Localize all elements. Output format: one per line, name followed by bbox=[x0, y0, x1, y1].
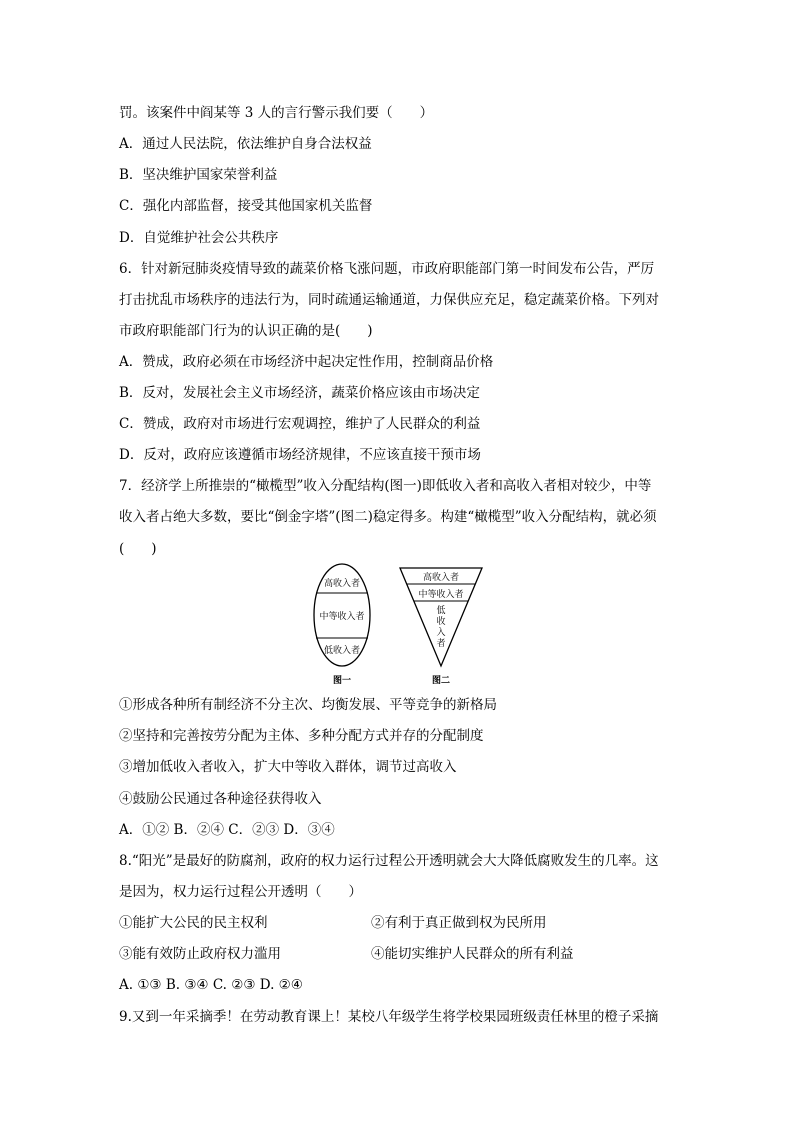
figure1-bottom-label: 低收入者 bbox=[323, 646, 361, 656]
q5-stem-tail: 罚。该案件中阎某等 3 人的言行警示我们要（ ） bbox=[119, 105, 434, 121]
figure1-middle-label: 中等收入者 bbox=[319, 612, 365, 622]
figure1-olive bbox=[314, 564, 370, 686]
q7-statement-1: ①形成各种所有制经济不分主次、均衡发展、平等竞争的新格局 bbox=[119, 697, 497, 713]
figure2-caption: 图二 bbox=[431, 676, 451, 686]
q8-statement-4: ④能切实维护人民群众的所有利益 bbox=[371, 946, 574, 962]
figure2-middle-label: 中等收入者 bbox=[418, 590, 464, 600]
q5-option-d: D．自觉维护社会公共秩序 bbox=[119, 230, 279, 246]
q6-option-c: C．赞成，政府对市场进行宏观调控，维护了人民群众的利益 bbox=[119, 416, 481, 432]
q5-option-a: A．通过人民法院，依法维护自身合法权益 bbox=[119, 136, 372, 152]
figure2-bottom-char: 低 bbox=[436, 606, 446, 616]
q5-option-c: C．强化内部监督，接受其他国家机关监督 bbox=[119, 198, 373, 214]
q6-stem-line-1: 6．针对新冠肺炎疫情导致的蔬菜价格飞涨问题，市政府职能部门第一时间发布公告，严厉 bbox=[119, 261, 655, 277]
q6-option-b: B．反对，发展社会主义市场经济，蔬菜价格应该由市场决定 bbox=[119, 385, 480, 401]
q8-statement-1: ①能扩大公民的民主权利 bbox=[119, 915, 268, 931]
q8-statement-2: ②有利于真正做到权为民所用 bbox=[371, 915, 547, 931]
figure2-inverted-pyramid bbox=[400, 568, 482, 686]
q8-answer-choices: A. ①③ B. ③④ C. ②③ D. ②④ bbox=[119, 977, 303, 993]
figure2-top-label: 高收入者 bbox=[422, 573, 460, 583]
figure2-bottom-char: 入 bbox=[436, 628, 446, 638]
q6-stem-line-3: 市政府职能部门行为的认识正确的是( ) bbox=[119, 323, 373, 339]
figure2-bottom-char: 收 bbox=[436, 617, 446, 627]
q6-option-a: A．赞成，政府必须在市场经济中起决定性作用，控制商品价格 bbox=[119, 354, 494, 370]
q7-statement-2: ②坚持和完善按劳分配为主体、多种分配方式并存的分配制度 bbox=[119, 728, 484, 744]
q8-statements-row-2 bbox=[119, 944, 574, 964]
q8-statement-3: ③能有效防止政府权力滥用 bbox=[119, 946, 281, 962]
q7-stem-line-2: 收入者占绝大多数，要比“倒金字塔”(图二)稳定得多。构建“橄榄型”收入分配结构，就必须 bbox=[119, 509, 657, 525]
q7-stem-line-1: 7．经济学上所推崇的“橄榄型”收入分配结构(图一)即低收入者和高收入者相对较少，中等 bbox=[119, 478, 652, 494]
q6-option-d: D．反对，政府应该遵循市场经济规律，不应该直接干预市场 bbox=[119, 447, 481, 463]
q7-statement-3: ③增加低收入者收入，扩大中等收入群体，调节过高收入 bbox=[119, 759, 457, 775]
q7-stem-line-3: ( ) bbox=[119, 541, 157, 557]
q9-stem-line-1: 9.又到一年采摘季！在劳动教育课上！某校八年级学生将学校果园班级责任林里的橙子采摘 bbox=[119, 1009, 659, 1025]
q7-statement-4: ④鼓励公民通过各种途径获得收入 bbox=[119, 791, 322, 807]
q7-figure bbox=[300, 562, 500, 692]
q8-statements-row-1 bbox=[119, 913, 547, 933]
q8-stem-line-2: 是因为，权力运行过程公开透明（ ） bbox=[119, 884, 362, 900]
figure1-top-label: 高收入者 bbox=[323, 579, 361, 589]
q7-answer-choices: A．①② B．②④ C．②③ D．③④ bbox=[119, 822, 335, 838]
q8-stem-line-1: 8.“阳光”是最好的防腐剂，政府的权力运行过程公开透明就会大大降低腐败发生的几率。这 bbox=[119, 853, 659, 869]
figure1-caption: 图一 bbox=[332, 676, 352, 686]
figure2-bottom-char: 者 bbox=[436, 639, 446, 649]
q5-option-b: B．坚决维护国家荣誉利益 bbox=[119, 167, 278, 183]
q6-stem-line-2: 打击扰乱市场秩序的违法行为，同时疏通运输通道，力保供应充足，稳定蔬菜价格。下列对 bbox=[119, 292, 659, 308]
